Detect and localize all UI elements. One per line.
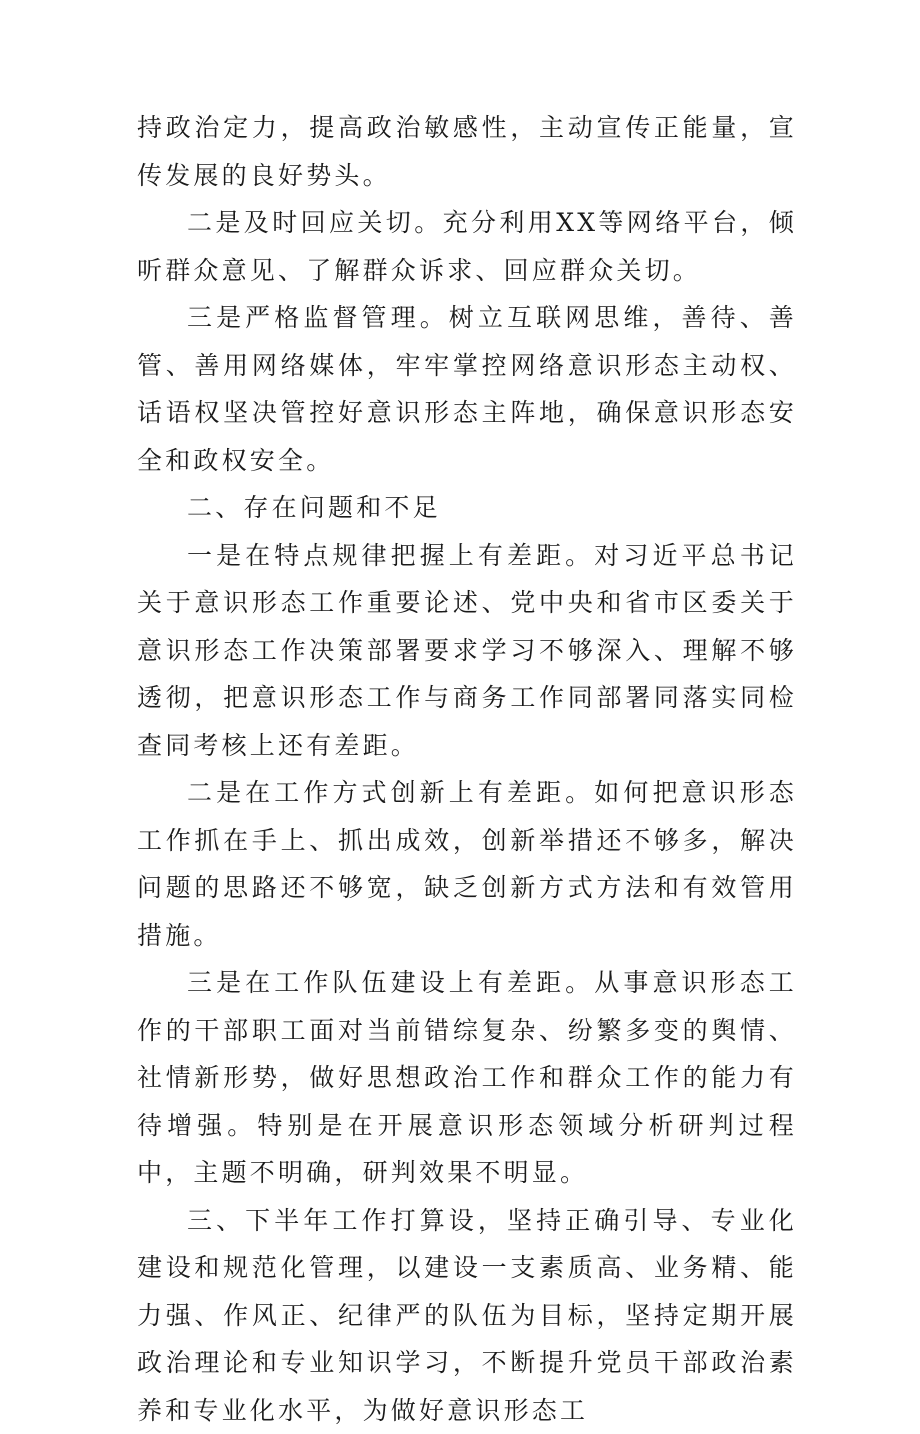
document-body: [137, 104, 797, 1434]
paragraph-1: 持政治定力，提高政治敏感性，主动宣传正能量，宣传发展的良好势头。: [137, 104, 797, 199]
section-heading-2: 二、存在问题和不足: [137, 484, 797, 532]
paragraph-8: 三、下半年工作打算设，坚持正确引导、专业化建设和规范化管理，以建设一支素质高、业务精、能力强、作风正、纪律严的队伍为目标，坚持定期开展政治理论和专业知识学习，不断提升党员干部政治素养和专业化水平，为做好意识形态工: [137, 1197, 797, 1434]
paragraph-5: 一是在特点规律把握上有差距。对习近平总书记关于意识形态工作重要论述、党中央和省市区委关于意识形态工作决策部署要求学习不够深入、理解不够透彻，把意识形态工作与商务工作同部署同落实同检查同考核上还有差距。: [137, 532, 797, 770]
paragraph-3: 三是严格监督管理。树立互联网思维，善待、善管、善用网络媒体，牢牢掌控网络意识形态主动权、话语权坚决管控好意识形态主阵地，确保意识形态安全和政权安全。: [137, 294, 797, 484]
paragraph-2: 二是及时回应关切。充分利用XX等网络平台，倾听群众意见、了解群众诉求、回应群众关切。: [137, 199, 797, 294]
paragraph-6: 二是在工作方式创新上有差距。如何把意识形态工作抓在手上、抓出成效，创新举措还不够多，解决问题的思路还不够宽，缺乏创新方式方法和有效管用措施。: [137, 769, 797, 959]
paragraph-7: 三是在工作队伍建设上有差距。从事意识形态工作的干部职工面对当前错综复杂、纷繁多变的舆情、社情新形势，做好思想政治工作和群众工作的能力有待增强。特别是在开展意识形态领域分析研判过程中，主题不明确，研判效果不明显。: [137, 959, 797, 1197]
